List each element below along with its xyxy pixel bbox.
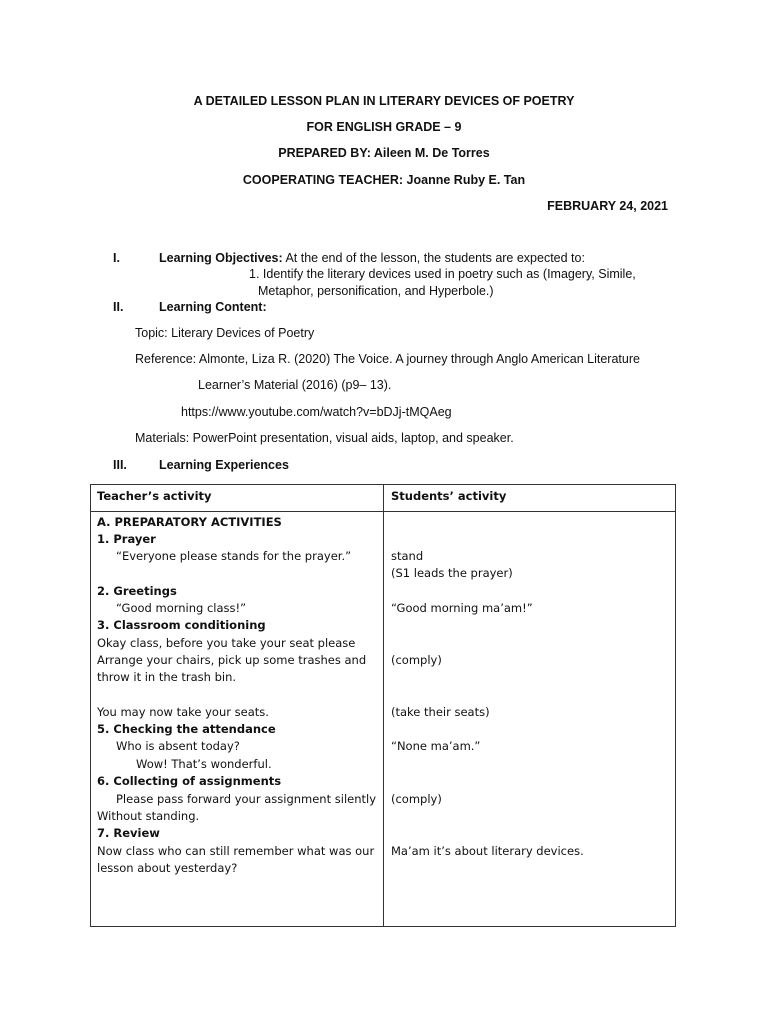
attendance-line-2: Wow! That’s wonderful. xyxy=(136,757,272,771)
prepared-by: PREPARED BY: Aileen M. De Torres xyxy=(278,146,490,160)
review-line-2: lesson about yesterday? xyxy=(97,861,238,875)
student-leads-prayer: (S1 leads the prayer) xyxy=(391,566,513,580)
step-assignments: 6. Collecting of assignments xyxy=(97,774,282,788)
step-classroom-conditioning: 3. Classroom conditioning xyxy=(97,618,266,632)
objective-item-1: 1. Identify the literary devices used in poetry such as (Imagery, Simile, xyxy=(249,267,636,281)
objectives-intro: At the end of the lesson, the students are expected to: xyxy=(285,251,585,265)
topic-line: Topic: Literary Devices of Poetry xyxy=(135,326,315,340)
column-divider xyxy=(383,485,384,926)
step-review: 7. Review xyxy=(97,826,160,840)
step-greetings: 2. Greetings xyxy=(97,584,177,598)
document-date: FEBRUARY 24, 2021 xyxy=(547,199,668,213)
preparatory-activities: A. PREPARATORY ACTIVITIES xyxy=(97,515,282,529)
reference-line-cont: Learner’s Material (2016) (p9– 13). xyxy=(198,378,392,392)
attendance-line-1: Who is absent today? xyxy=(116,739,240,753)
student-review-answer: Ma’am it’s about literary devices. xyxy=(391,844,584,858)
materials-line: Materials: PowerPoint presentation, visual aids, laptop, and speaker. xyxy=(135,431,514,445)
section-experiences xyxy=(159,458,289,472)
seats-line: You may now take your seats. xyxy=(97,705,269,719)
header-teacher-activity: Teacher’s activity xyxy=(97,489,212,503)
objectives-heading: Learning Objectives: xyxy=(159,251,283,265)
header-divider xyxy=(91,511,675,512)
content-heading: Learning Content: xyxy=(159,300,267,314)
student-take-seats: (take their seats) xyxy=(391,705,490,719)
step-prayer: 1. Prayer xyxy=(97,532,156,546)
prayer-instruction: “Everyone please stands for the prayer.” xyxy=(116,549,352,563)
section-numeral-3: III. xyxy=(113,458,127,472)
experiences-heading: Learning Experiences xyxy=(159,458,289,472)
greetings-line: “Good morning class!” xyxy=(116,601,247,615)
reference-url[interactable]: https://www.youtube.com/watch?v=bDJj-tMQAeg xyxy=(181,405,452,419)
assignments-line-1: Please pass forward your assignment silently xyxy=(116,792,377,806)
student-comply-2: (comply) xyxy=(391,792,442,806)
student-stand: stand xyxy=(391,549,424,563)
objective-item-1-cont: Metaphor, personification, and Hyperbole.) xyxy=(258,284,494,298)
reference-line: Reference: Almonte, Liza R. (2020) The Voice. A journey through Anglo American Literature xyxy=(135,352,640,366)
classroom-line-1: Okay class, before you take your seat please xyxy=(97,636,356,650)
section-content xyxy=(159,300,267,314)
document-title: A DETAILED LESSON PLAN IN LITERARY DEVICES OF POETRY xyxy=(193,94,575,108)
section-objectives xyxy=(159,251,585,265)
student-greeting: “Good morning ma’am!” xyxy=(391,601,533,615)
cooperating-teacher: COOPERATING TEACHER: Joanne Ruby E. Tan xyxy=(242,173,526,187)
classroom-line-2: Arrange your chairs, pick up some trashes and xyxy=(97,653,367,667)
classroom-line-3: throw it in the trash bin. xyxy=(97,670,237,684)
section-numeral-1: I. xyxy=(113,251,120,265)
activity-table xyxy=(90,484,676,927)
grade-line: FOR ENGLISH GRADE – 9 xyxy=(306,120,462,134)
section-numeral-2: II. xyxy=(113,300,124,314)
step-attendance: 5. Checking the attendance xyxy=(97,722,276,736)
student-none-absent: “None ma’am.” xyxy=(391,739,481,753)
student-comply-1: (comply) xyxy=(391,653,442,667)
header-students-activity: Students’ activity xyxy=(391,489,507,503)
review-line-1: Now class who can still remember what was our xyxy=(97,844,375,858)
assignments-line-2: Without standing. xyxy=(97,809,200,823)
